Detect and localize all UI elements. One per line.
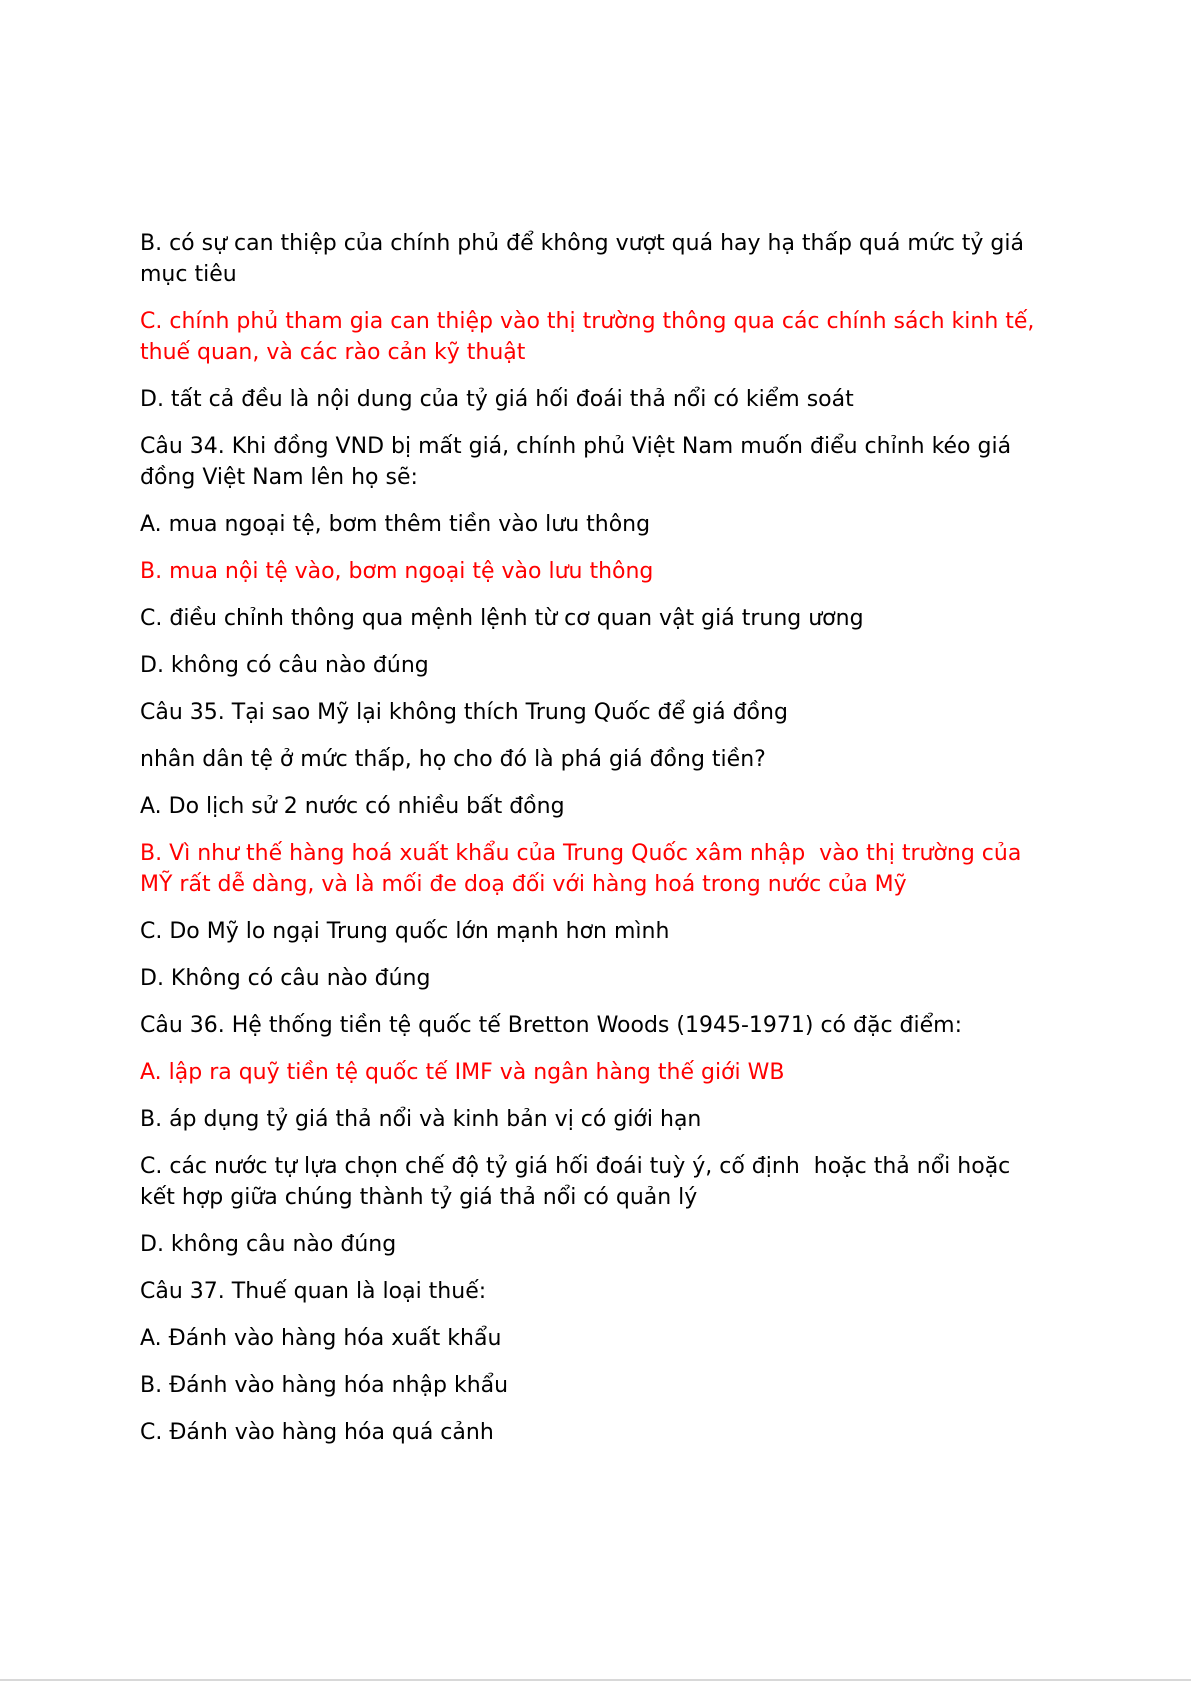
option-c-q34: C. điều chỉnh thông qua mệnh lệnh từ cơ quan vật giá trung ương bbox=[140, 606, 864, 631]
question-35-line-2: nhân dân tệ ở mức thấp, họ cho đó là phá giá đồng tiền? bbox=[140, 747, 766, 772]
question-35-line-1: Câu 35. Tại sao Mỹ lại không thích Trung Quốc để giá đồng bbox=[140, 700, 788, 725]
document-body bbox=[140, 228, 1040, 1464]
option-b-q37: B. Đánh vào hàng hóa nhập khẩu bbox=[140, 1373, 509, 1398]
option-a-q35: A. Do lịch sử 2 nước có nhiều bất đồng bbox=[140, 794, 565, 819]
option-b-q36: B. áp dụng tỷ giá thả nổi và kinh bản vị có giới hạn bbox=[140, 1107, 702, 1132]
option-a-q37: A. Đánh vào hàng hóa xuất khẩu bbox=[140, 1326, 502, 1351]
option-d-q36: D. không câu nào đúng bbox=[140, 1232, 397, 1257]
page-bottom-edge bbox=[0, 1679, 1191, 1681]
option-c-q36: C. các nước tự lựa chọn chế độ tỷ giá hối đoái tuỳ ý, cố định hoặc thả nổi hoặc kết hợp giữa chúng thành tỷ giá thả nổi có quản lý bbox=[140, 1154, 1018, 1210]
option-b-q34-correct: B. mua nội tệ vào, bơm ngoại tệ vào lưu thông bbox=[140, 559, 654, 584]
option-b-q33: B. có sự can thiệp của chính phủ để không vượt quá hay hạ thấp quá mức tỷ giá mục tiêu bbox=[140, 231, 1031, 287]
option-a-q34: A. mua ngoại tệ, bơm thêm tiền vào lưu thông bbox=[140, 512, 651, 537]
question-37: Câu 37. Thuế quan là loại thuế: bbox=[140, 1279, 487, 1304]
option-d-q33: D. tất cả đều là nội dung của tỷ giá hối đoái thả nổi có kiểm soát bbox=[140, 387, 854, 412]
option-d-q35: D. Không có câu nào đúng bbox=[140, 966, 431, 991]
option-c-q37: C. Đánh vào hàng hóa quá cảnh bbox=[140, 1420, 494, 1445]
option-b-q35-correct: B. Vì như thế hàng hoá xuất khẩu của Trung Quốc xâm nhập vào thị trường của MỸ rất dễ dàng, và là mối đe doạ đối với hàng hoá trong nước của Mỹ bbox=[140, 841, 1029, 897]
question-34: Câu 34. Khi đồng VND bị mất giá, chính phủ Việt Nam muốn điểu chỉnh kéo giá đồng Việt Nam lên họ sẽ: bbox=[140, 434, 1019, 490]
option-d-q34: D. không có câu nào đúng bbox=[140, 653, 429, 678]
option-c-q33-correct: C. chính phủ tham gia can thiệp vào thị trường thông qua các chính sách kinh tế, thuế quan, và các rào cản kỹ thuật bbox=[140, 309, 1042, 365]
question-36: Câu 36. Hệ thống tiền tệ quốc tế Bretton Woods (1945-1971) có đặc điểm: bbox=[140, 1013, 962, 1038]
option-a-q36-correct: A. lập ra quỹ tiền tệ quốc tế IMF và ngân hàng thế giới WB bbox=[140, 1060, 785, 1085]
option-c-q35: C. Do Mỹ lo ngại Trung quốc lớn mạnh hơn mình bbox=[140, 919, 670, 944]
